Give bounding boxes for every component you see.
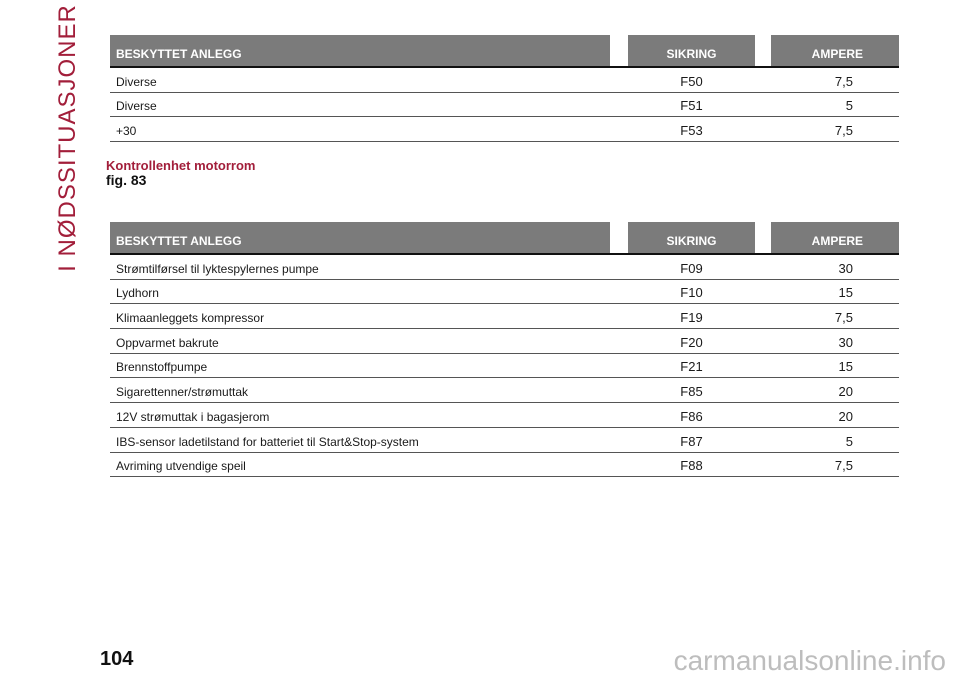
cell-ampere: 5 <box>845 98 853 114</box>
cell-sikring: F51 <box>680 98 703 114</box>
header-gap <box>755 35 771 66</box>
cell-anlegg: Strømtilførsel til lyktespylernes pumpe <box>116 261 319 276</box>
header-ampere: AMPERE <box>771 35 899 66</box>
cell-sikring: F21 <box>680 359 703 375</box>
header-sikring: SIKRING <box>628 35 755 66</box>
cell-ampere: 15 <box>838 359 853 375</box>
cell-anlegg: 12V strømuttak i bagasjerom <box>116 409 270 424</box>
cell-anlegg: +30 <box>116 124 137 139</box>
cell-anlegg: Diverse <box>116 99 157 114</box>
header-sikring: SIKRING <box>628 222 755 253</box>
table-row <box>110 354 899 379</box>
cell-sikring: F87 <box>680 433 703 449</box>
header-gap <box>610 222 628 253</box>
table-row <box>110 93 899 118</box>
table-row <box>110 378 899 403</box>
cell-ampere: 20 <box>838 384 853 400</box>
cell-ampere: 20 <box>838 408 853 424</box>
cell-anlegg: Lydhorn <box>116 286 159 301</box>
table-row <box>110 280 899 305</box>
cell-ampere: 7,5 <box>834 310 853 326</box>
watermark: carmanualsonline.info <box>673 645 946 676</box>
cell-sikring: F20 <box>680 334 703 350</box>
fuse-table-1 <box>110 35 899 142</box>
table-header <box>110 35 899 66</box>
cell-anlegg: IBS-sensor ladetilstand for batteriet til Start&Stop-system <box>116 434 419 449</box>
table-row <box>110 453 899 478</box>
cell-ampere: 5 <box>845 433 853 449</box>
table-row <box>110 329 899 354</box>
cell-anlegg: Avriming utvendige speil <box>116 459 246 474</box>
header-gap <box>755 222 771 253</box>
cell-anlegg: Klimaanleggets kompressor <box>116 311 265 326</box>
cell-sikring: F86 <box>680 408 703 424</box>
cell-ampere: 30 <box>838 334 853 350</box>
cell-anlegg: Diverse <box>116 74 157 89</box>
page-number: 104 <box>100 648 134 670</box>
header-gap <box>610 35 628 66</box>
cell-sikring: F09 <box>680 260 703 276</box>
table-row <box>110 68 899 93</box>
table-header <box>110 222 899 253</box>
cell-ampere: 7,5 <box>834 73 853 89</box>
header-ampere: AMPERE <box>771 222 899 253</box>
header-beskyttet-anlegg: BESKYTTET ANLEGG <box>110 222 610 253</box>
chapter-side-title-text: I NØDSSITUASJONER <box>54 3 82 272</box>
cell-ampere: 7,5 <box>834 458 853 474</box>
fuse-table-2 <box>110 222 899 477</box>
table-row <box>110 255 899 280</box>
chapter-side-title <box>48 3 88 272</box>
cell-ampere: 7,5 <box>834 123 853 139</box>
cell-ampere: 30 <box>838 260 853 276</box>
cell-anlegg: Oppvarmet bakrute <box>116 335 219 350</box>
figure-reference: fig. 83 <box>106 172 147 188</box>
cell-anlegg: Sigarettenner/strømuttak <box>116 385 249 400</box>
cell-sikring: F50 <box>680 73 703 89</box>
cell-sikring: F85 <box>680 384 703 400</box>
table-row <box>110 117 899 142</box>
cell-ampere: 15 <box>838 285 853 301</box>
cell-sikring: F53 <box>680 123 703 139</box>
header-beskyttet-anlegg: BESKYTTET ANLEGG <box>110 35 610 66</box>
cell-sikring: F10 <box>680 285 703 301</box>
cell-sikring: F19 <box>680 310 703 326</box>
cell-sikring: F88 <box>680 458 703 474</box>
section-title: Kontrollenhet motorrom <box>106 158 256 173</box>
table-row <box>110 304 899 329</box>
table-row <box>110 428 899 453</box>
table-row <box>110 403 899 428</box>
cell-anlegg: Brennstoffpumpe <box>116 360 208 375</box>
